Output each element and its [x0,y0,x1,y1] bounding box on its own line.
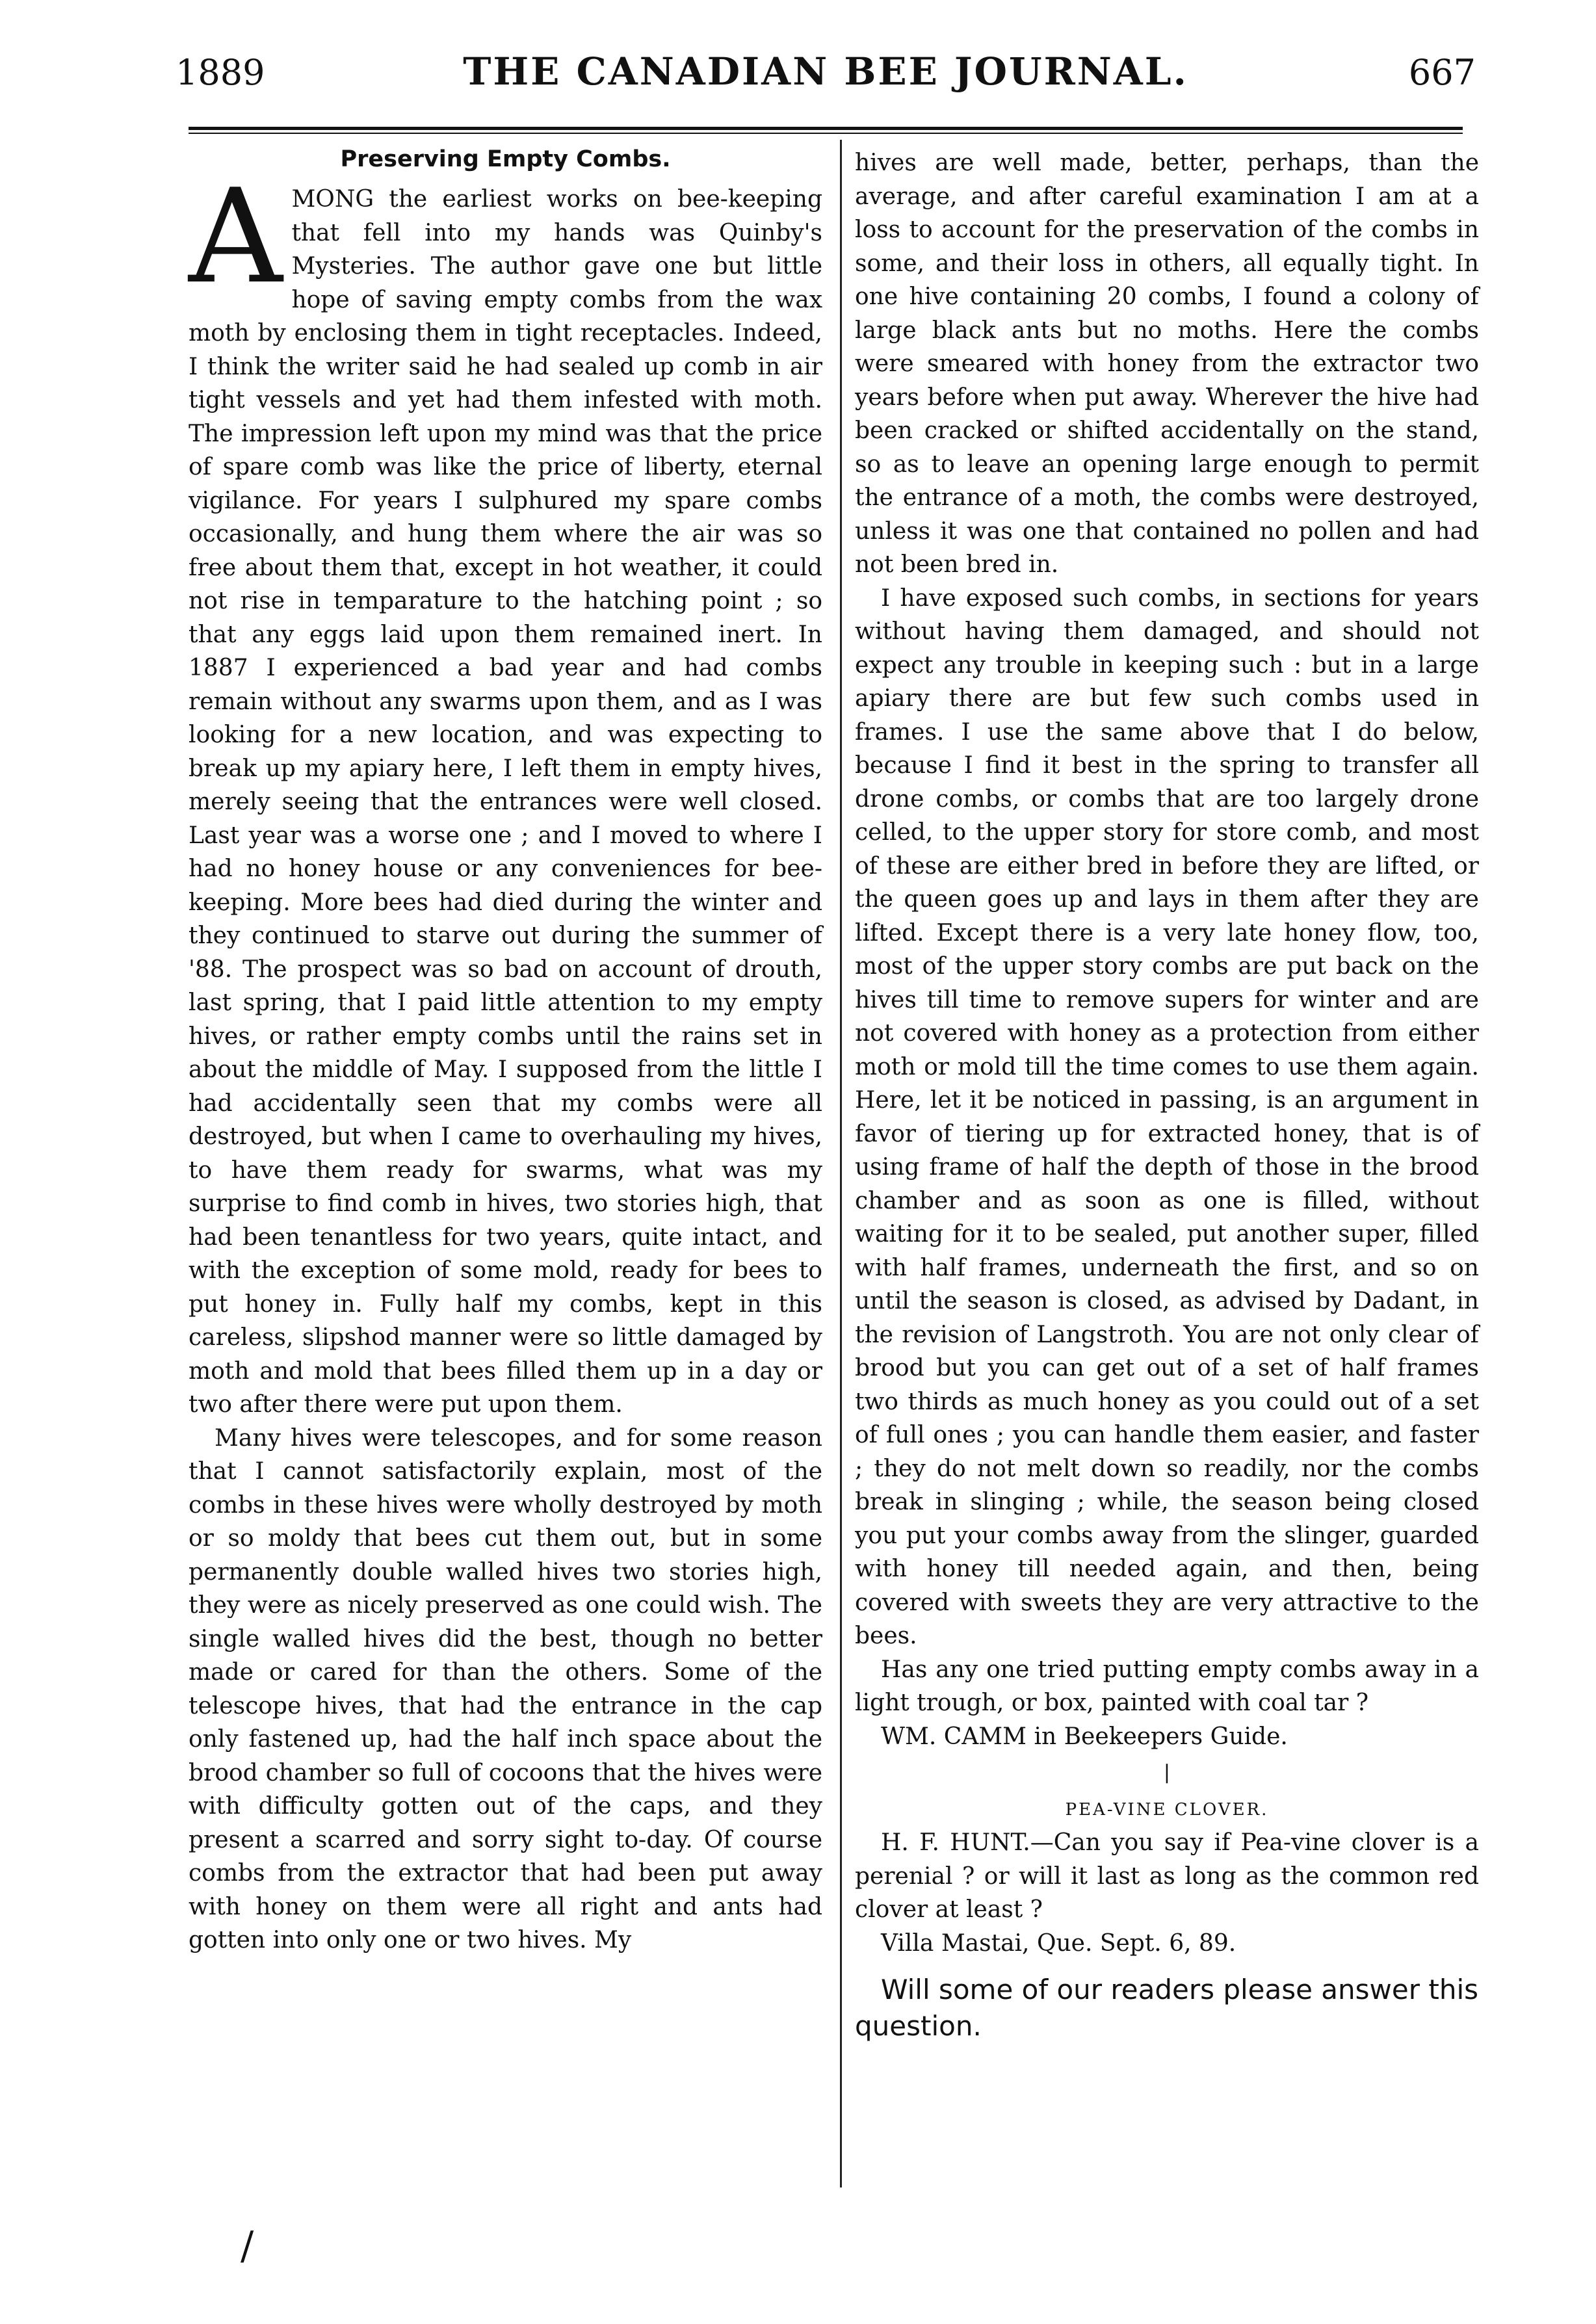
article-paragraph-3: hives are well made, better, perhaps, than the average, and after careful examination I am at a loss to account for the preservation of the combs in some, and their loss in others, all equally tight. In one hive containing 20 combs, I found a colony of large black ants but no moths. Here the combs were smeared with honey from the extractor two years before when put away. Wherever the hive had been cracked or shifted accidentally on the stand, so as to leave an opening large enough to permit the entrance of a moth, the combs were destroyed, unless it was one that contained no pollen and had not been bred in. [855,150,1479,578]
journal-title: THE CANADIAN BEE JOURNAL. [463,49,1188,94]
article-heading: Preserving Empty Combs. [340,146,671,172]
header-rule [189,127,1463,134]
editor-note: Will some of our readers please answer this question. [855,1974,1478,2042]
drop-cap: A [189,161,283,313]
paragraph-1-text: MONG the earliest works on bee-keeping that fell into my hands was Quinby's Mysteries. The author gave one but little hope of saving empty combs from the wax moth by enclosing them in tight receptacles. Indeed, I think the writer said he had sealed up comb in air tight vessels and yet had them infested with moth. The impression left upon my mind was that the price of spare comb was like the price of liberty, eternal vigilance. For years I sulphured my spare combs occasionally, and hung them where the air was so free about them that, except in hot weather, it could not rise in temparature to the hatching point ; so that any eggs laid upon them remained inert. In 1887 I experienced a bad year and had combs remain without any swarms upon them, and as I was looking for a new location, and was expecting to break up my apiary here, I left them in empty hives, merely seeing that the entrances were well closed. Last year was a worse one ; and I moved to where I had no honey house or any conveniences for bee-keeping. More bees had died during the winter and they continued to starve out during the summer of '88. The prospect was so bad on account of drouth, last spring, that I paid little attention to my empty hives, or rather empty combs until the rains set in about the middle of May. I supposed from the little I had accidentally seen that my combs were all destroyed, but when I came to overhauling my hives, to have them ready for swarms, what was my surprise to find comb in hives, two stories high, that had been tenantless for two years, quite intact, and with the exception of some mold, ready for bees to put honey in. Fully half my combs, kept in this careless, slipshod manner were so little damaged by moth and mold that bees filled them up in a day or two after there were put upon them. [189,186,822,1418]
article-paragraph-1 [189,161,822,1422]
left-page-number: 1889 [176,52,265,93]
right-column [855,146,1479,2044]
pea-vine-heading: PEA-VINE CLOVER. [1065,1800,1269,1820]
article-paragraph-5: Has any one tried putting empty combs away in a light trough, or box, painted with coal tar ? [855,1656,1479,1716]
column-divider [840,140,842,2187]
pea-vine-question: H. F. HUNT.—Can you say if Pea-vine clover is a perenial ? or will it last as long as the common red clover at least ? [855,1829,1479,1923]
place-date: Villa Mastai, Que. Sept. 6, 89. [881,1929,1236,1957]
running-head [176,46,1476,111]
right-page-number: 667 [1408,52,1476,93]
article-paragraph-2: Many hives were telescopes, and for some reason that I cannot satisfactorily explain, most of the combs in these hives were wholly destroyed by moth or so moldy that bees cut them out, but in some permanently double walled hives two stories high, they were as nicely preserved as one could wish. The single walled hives did the best, though no better made or cared for than the others. Some of the telescope hives, that had the entrance in the cap only fastened up, had the half inch space about the brood chamber so full of cocoons that the hives were with difficulty gotten out of the caps, and they present a scarred and sorry sight to-day. Of course combs from the extractor that had been put away with honey on them were all right and ants had gotten into only one or two hives. My [189,1424,822,1953]
section-separator: ❘ [1158,1761,1175,1784]
article-paragraph-4: I have exposed such combs, in sections for years without having them damaged, and should not expect any trouble in keeping such : but in a large apiary there are but few such combs used in frames. I use the same above that I do below, because I find it best in the spring to transfer all drone combs, or combs that are too largely drone celled, to the upper story for store comb, and most of these are either bred in before they are lifted, or the queen goes up and lays in them after they are lifted. Except there is a very late honey flow, too, most of the upper story combs are put back on the hives till time to remove supers for winter and are not covered with honey as a protection from either moth or mold till the time comes to use them again. Here, let it be noticed in passing, is an argument in favor of tiering up for extracted honey, that is of using frame of half the depth of those in the brood chamber and as soon as one is filled, without waiting for it to be sealed, put another super, filled with half frames, underneath the first, and so on until the season is closed, as advised by Dadant, in the revision of Langstroth. You are not only clear of brood but you can get out of a set of half frames two thirds as much honey as you could out of a set of full ones ; you can handle them easier, and faster ; they do not melt down so readily, nor the combs break in slinging ; while, the season being closed you put your combs away from the slinger, guarded with honey till needed again, and then, being covered with sweets they are very attractive to the bees. [855,584,1479,1649]
left-column [189,146,822,1957]
stray-mark: / [241,2223,254,2269]
article-signature: WM. CAMM in Beekeepers Guide. [881,1723,1288,1750]
